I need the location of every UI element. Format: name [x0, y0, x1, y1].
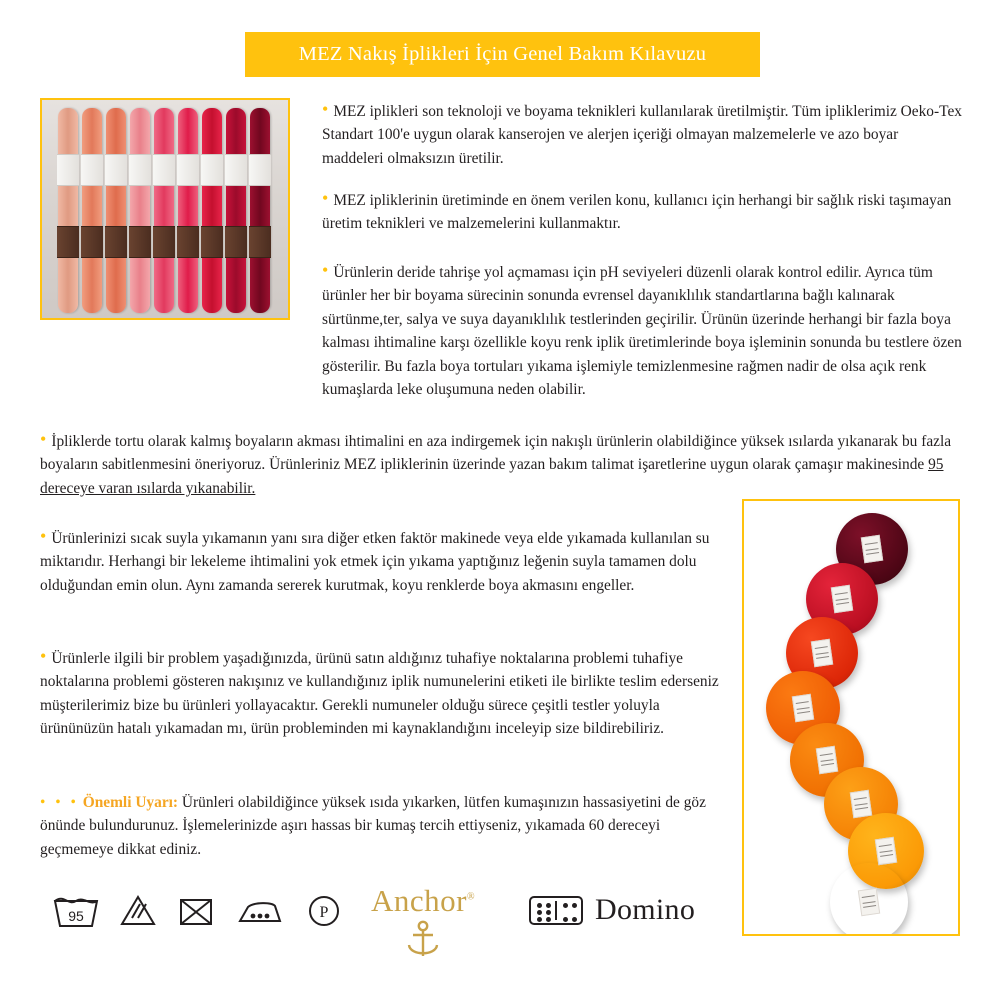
- paragraph-6-text: Ürünlerle ilgili bir problem yaşadığınızda, ürünü satın aldığınız tuhafiye noktalarına problemi tuhafiye noktalarına problemi gösteren nakışınız ve kullandığınız iplik numunelerini etiketi ile birlikte teslim ederseniz müşterilerimiz bize bu ürünleri yollayacaktır. Gerekli numuneler olduğu sürece çeşitli testler yoluyla ürününüzün hatalı yıkamadan mı, ürün probleminden mi kaynaklandığını inceleyip size bildirebiliriz.: [40, 650, 719, 738]
- wash-95-symbol: [52, 890, 100, 935]
- paragraph-1: [322, 100, 962, 170]
- paragraph-3-text: Ürünlerin deride tahrişe yol açmaması için pH seviyeleri düzenli olarak kontrol edilir. Ayrıca tüm ürünler her bir boyama sürecinin sonunda evrensel dayanıklılık standartlarına bağlı kalınarak sürtünme,ter, salya ve suya dayanıklılık testlerinden geçirilir. Ürünün üzerinde herhangi bir fazla boya kalması ihtimaline karşı özellikle koyu renk iplik üretimlerinde boya işleminin sonunda bu testlere özen gösterilir. Bu fazla boya tortuları yıkama işlemiyle temizlenmesine rağmen nadir de olsa açık renk kumaşlarda leke oluşumuna neden olabilir.: [322, 264, 962, 399]
- thread-balls-photo: [742, 499, 960, 936]
- paragraph-2: [322, 189, 970, 236]
- paragraph-3-top: [322, 261, 967, 401]
- paragraph-5-text: Ürünlerinizi sıcak suyla yıkamanın yanı sıra diğer etken faktör makinede veya elde yıkamada kullanılan su miktarıdır. Herhangi bir lekeleme ihtimalini yok etmek için yıkama yaptığınız leğenin suyla tamamen dolu olduğundan emin olun. Aynı zamanda sererek kurutmak, koyu renklerde boya akmasını engeller.: [40, 530, 710, 594]
- skein: [226, 108, 246, 313]
- paragraph-4: [40, 430, 966, 500]
- anchor-logo-text: [348, 885, 498, 916]
- no-tumble-dry-symbol: [176, 890, 216, 935]
- bullet-icon: •: [322, 188, 329, 208]
- warning-label: Önemli Uyarı:: [82, 794, 179, 811]
- bullet-icon: •: [40, 526, 47, 546]
- bullet-icon: •: [322, 99, 329, 119]
- thread-skeins-photo: [40, 98, 290, 320]
- paragraph-4-text: İpliklerde tortu olarak kalmış boyaların akması ihtimalini en aza indirgemek için nakışlı ürünlerin olabildiğince yüksek ısılarda yıkanarak bu fazla boyaların sabitlenmesini öneriyoruz. Ürünleriniz MEZ ipliklerinin üzerinde yazan bakım talimat işaretlerine uygun olarak çamaşır makinesinde: [40, 433, 952, 474]
- skein: [154, 108, 174, 313]
- thread-ball: [830, 863, 908, 936]
- paragraph-1-text: MEZ iplikleri son teknoloji ve boyama teknikleri kullanılarak üretilmiştir. Tüm ipliklerimiz Oeko-Tex Standart 100'e uygun olarak kanserojen ve alerjen içeriği olmayan malzemelerle ve azo boyar maddeleri olmaksızın üretilir.: [322, 103, 962, 167]
- page-title: MEZ Nakış İplikleri İçin Genel Bakım Kılavuzu: [298, 43, 707, 65]
- bullet-icon: •: [40, 429, 47, 449]
- iron-symbol: [234, 890, 286, 935]
- professional-clean-p-symbol: [304, 890, 344, 935]
- bleach-symbol: [118, 890, 158, 935]
- skein: [250, 108, 270, 313]
- anchor-logo: [348, 885, 498, 967]
- warning-bullets-icon: • • •: [40, 794, 79, 811]
- skein: [106, 108, 126, 313]
- svg-text:P: P: [319, 904, 329, 921]
- skein: [130, 108, 150, 313]
- anchor-icon: [403, 918, 443, 962]
- page-title-banner: [245, 32, 760, 77]
- skein: [58, 108, 78, 313]
- skein: [202, 108, 222, 313]
- care-symbols-row: [52, 890, 344, 935]
- skein: [82, 108, 102, 313]
- warning-text: Ürünleri olabildiğince yüksek ısıda yıkarken, lütfen kumaşınızın hassasiyetini de göz önünde bulundurunuz. İşlemelerinizde aşırı hassas bir kumaş tercih ettiyseniz, yıkamada 60 dereceyi geçmemeye dikkat ediniz.: [40, 794, 706, 858]
- registered-mark: ®: [466, 891, 476, 903]
- svg-text:95: 95: [68, 908, 84, 924]
- important-warning: [40, 791, 730, 861]
- domino-wordmark: Domino: [595, 893, 696, 926]
- anchor-wordmark: Anchor: [370, 883, 467, 918]
- domino-logo: [529, 893, 695, 927]
- skein: [178, 108, 198, 313]
- paragraph-6: [40, 647, 732, 741]
- paragraph-5: [40, 527, 730, 597]
- domino-tile-icon: [529, 896, 583, 925]
- paragraph-4-underlined: 95 dereceye varan ısılarda yıkanabilir.: [40, 456, 944, 497]
- paragraph-2-text: MEZ ipliklerinin üretiminde en önem verilen konu, kullanıcı için herhangi bir sağlık riski taşımayan üretim teknikleri ve malzemelerini kullanmaktır.: [322, 192, 952, 233]
- bullet-icon: •: [322, 260, 329, 280]
- bullet-icon: •: [40, 646, 47, 666]
